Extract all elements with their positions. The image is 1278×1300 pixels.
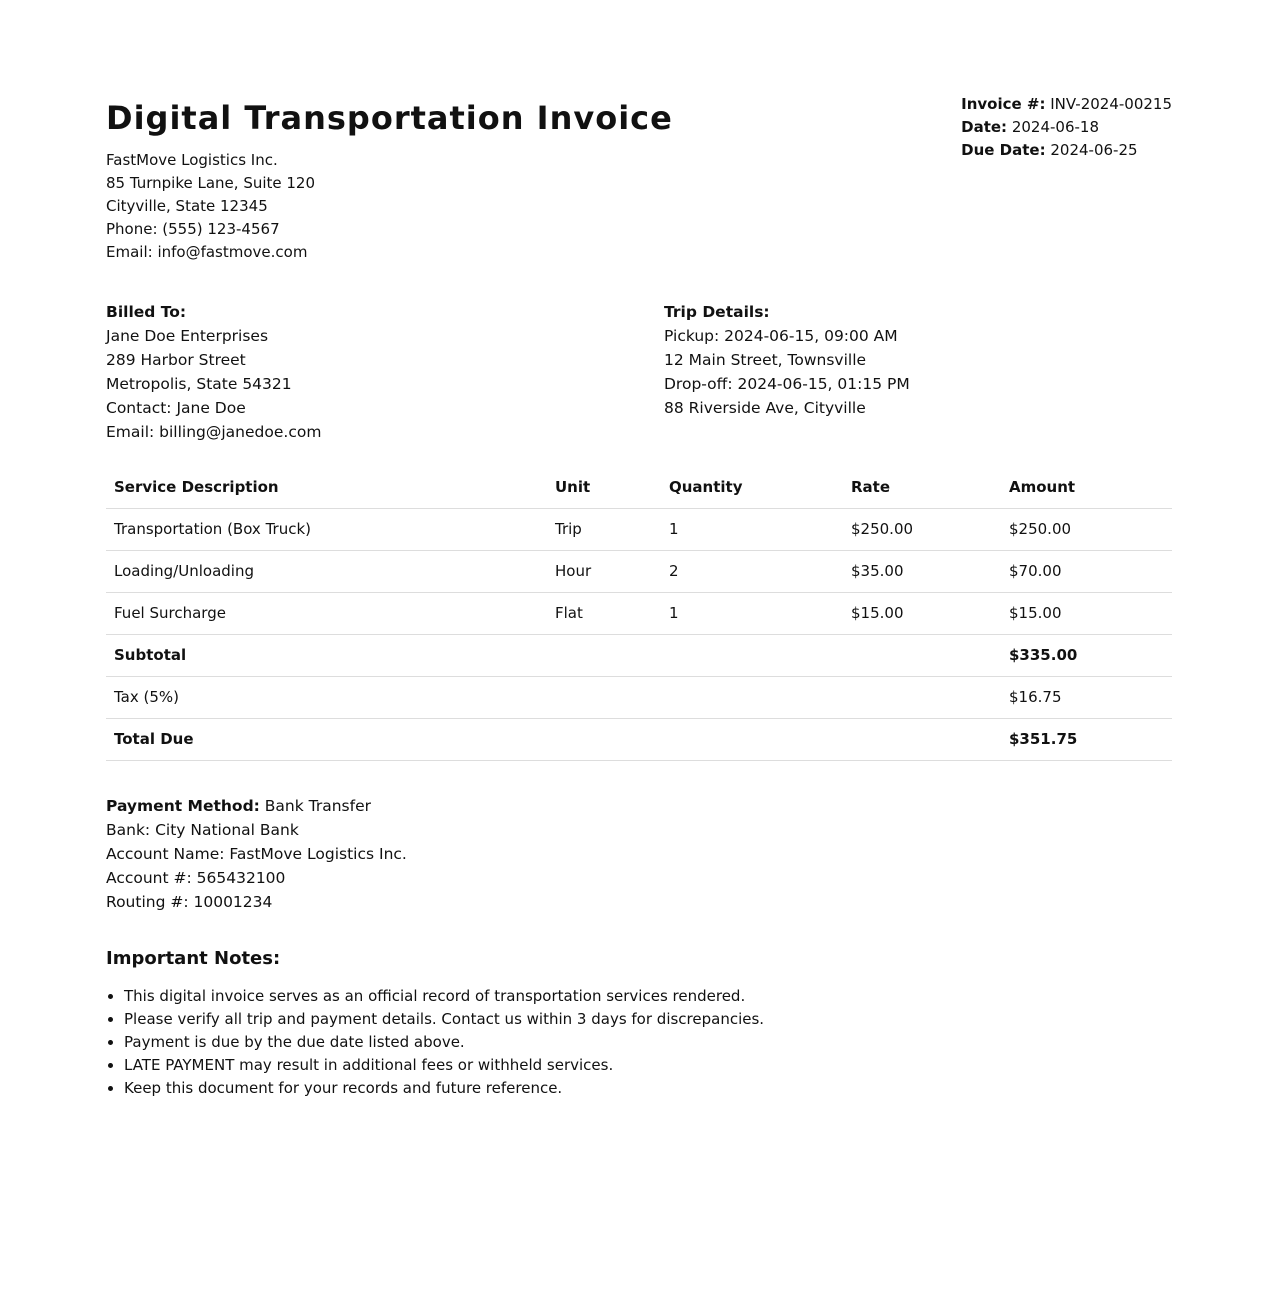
- invoice-number-value: INV-2024-00215: [1050, 95, 1172, 113]
- note-item: • Please verify all trip and payment details. Contact us within 3 days for discrepancies.: [124, 1008, 764, 1031]
- service-description-cell: Fuel Surcharge: [106, 593, 547, 635]
- amount-cell: $70.00: [1001, 551, 1172, 593]
- payment-method-value: Bank Transfer: [264, 797, 371, 815]
- trip-pickup: Pickup: 2024-06-15, 09:00 AM: [664, 327, 898, 345]
- billed-to-contact: Contact: Jane Doe: [106, 399, 246, 417]
- invoice-meta: [961, 93, 1172, 162]
- column-header: Unit: [547, 467, 661, 509]
- amount-cell: $15.00: [1001, 593, 1172, 635]
- unit-cell: Flat: [547, 593, 661, 635]
- trip-pickup-address: 12 Main Street, Townsville: [664, 351, 867, 369]
- invoice-date: [961, 116, 1172, 139]
- amount-cell: $250.00: [1001, 509, 1172, 551]
- note-item: • LATE PAYMENT may result in additional fees or withheld services.: [124, 1054, 764, 1077]
- company-name: FastMove Logistics Inc.: [106, 151, 278, 169]
- invoice-title: Digital Transportation Invoice: [106, 99, 673, 137]
- total-due-row: [106, 719, 1172, 761]
- tax-row: [106, 677, 1172, 719]
- invoice-date-label: Date:: [961, 118, 1008, 136]
- column-header: Amount: [1001, 467, 1172, 509]
- note-item: • Payment is due by the due date listed above.: [124, 1031, 764, 1054]
- billed-to-address-line-1: 289 Harbor Street: [106, 351, 246, 369]
- trip-dropoff: Drop-off: 2024-06-15, 01:15 PM: [664, 375, 910, 393]
- invoice-due-date-label: Due Date:: [961, 141, 1046, 159]
- line-items-table: [106, 467, 1172, 761]
- note-item: • This digital invoice serves as an official record of transportation services rendered.: [124, 985, 764, 1008]
- invoice-date-value: 2024-06-18: [1011, 118, 1100, 136]
- table-row: [106, 593, 1172, 635]
- invoice-number-label: Invoice #:: [961, 95, 1046, 113]
- table-header-row: [106, 467, 1172, 509]
- company-email: Email: info@fastmove.com: [106, 243, 308, 261]
- billed-to: [106, 300, 321, 444]
- notes-heading: Important Notes:: [106, 948, 281, 969]
- company-address-line-2: Cityville, State 12345: [106, 197, 268, 215]
- company-address-line-1: 85 Turnpike Lane, Suite 120: [106, 174, 316, 192]
- note-item: • Keep this document for your records and future reference.: [124, 1077, 764, 1100]
- column-header: Service Description: [106, 467, 547, 509]
- billed-to-heading: Billed To:: [106, 303, 187, 321]
- unit-cell: Hour: [547, 551, 661, 593]
- subtotal-label: Subtotal: [106, 635, 547, 677]
- payment-routing-number: Routing #: 10001234: [106, 893, 273, 911]
- invoice-page: [106, 0, 1172, 1097]
- invoice-header: [106, 0, 1172, 290]
- invoice-due-date-value: 2024-06-25: [1050, 141, 1138, 159]
- invoice-number: [961, 93, 1172, 116]
- table-row: [106, 551, 1172, 593]
- billed-to-email: Email: billing@janedoe.com: [106, 423, 322, 441]
- payment-account-number: Account #: 565432100: [106, 869, 286, 887]
- company-phone: Phone: (555) 123-4567: [106, 220, 280, 238]
- payment-account-name: Account Name: FastMove Logistics Inc.: [106, 845, 407, 863]
- total-due-label: Total Due: [106, 719, 547, 761]
- rate-cell: $15.00: [843, 593, 1001, 635]
- invoice-due-date: [961, 139, 1172, 162]
- trip-details-heading: Trip Details:: [664, 303, 770, 321]
- payment-method: [106, 794, 407, 818]
- service-description-cell: Loading/Unloading: [106, 551, 547, 593]
- subtotal-row: [106, 635, 1172, 677]
- quantity-cell: 1: [661, 509, 843, 551]
- rate-cell: $250.00: [843, 509, 1001, 551]
- tax-value: $16.75: [1001, 677, 1172, 719]
- tax-label: Tax (5%): [106, 677, 547, 719]
- payment-method-label: Payment Method:: [106, 797, 260, 815]
- payment-bank: Bank: City National Bank: [106, 821, 299, 839]
- total-due-value: $351.75: [1001, 719, 1172, 761]
- company-info: [106, 149, 315, 264]
- notes-list: [106, 985, 764, 1100]
- column-header: Rate: [843, 467, 1001, 509]
- payment-info: [106, 794, 407, 914]
- table-row: [106, 509, 1172, 551]
- trip-dropoff-address: 88 Riverside Ave, Cityville: [664, 399, 866, 417]
- billed-to-address-line-2: Metropolis, State 54321: [106, 375, 292, 393]
- trip-details: [664, 300, 910, 420]
- service-description-cell: Transportation (Box Truck): [106, 509, 547, 551]
- rate-cell: $35.00: [843, 551, 1001, 593]
- billed-to-name: Jane Doe Enterprises: [106, 327, 269, 345]
- subtotal-value: $335.00: [1001, 635, 1172, 677]
- quantity-cell: 2: [661, 551, 843, 593]
- unit-cell: Trip: [547, 509, 661, 551]
- quantity-cell: 1: [661, 593, 843, 635]
- column-header: Quantity: [661, 467, 843, 509]
